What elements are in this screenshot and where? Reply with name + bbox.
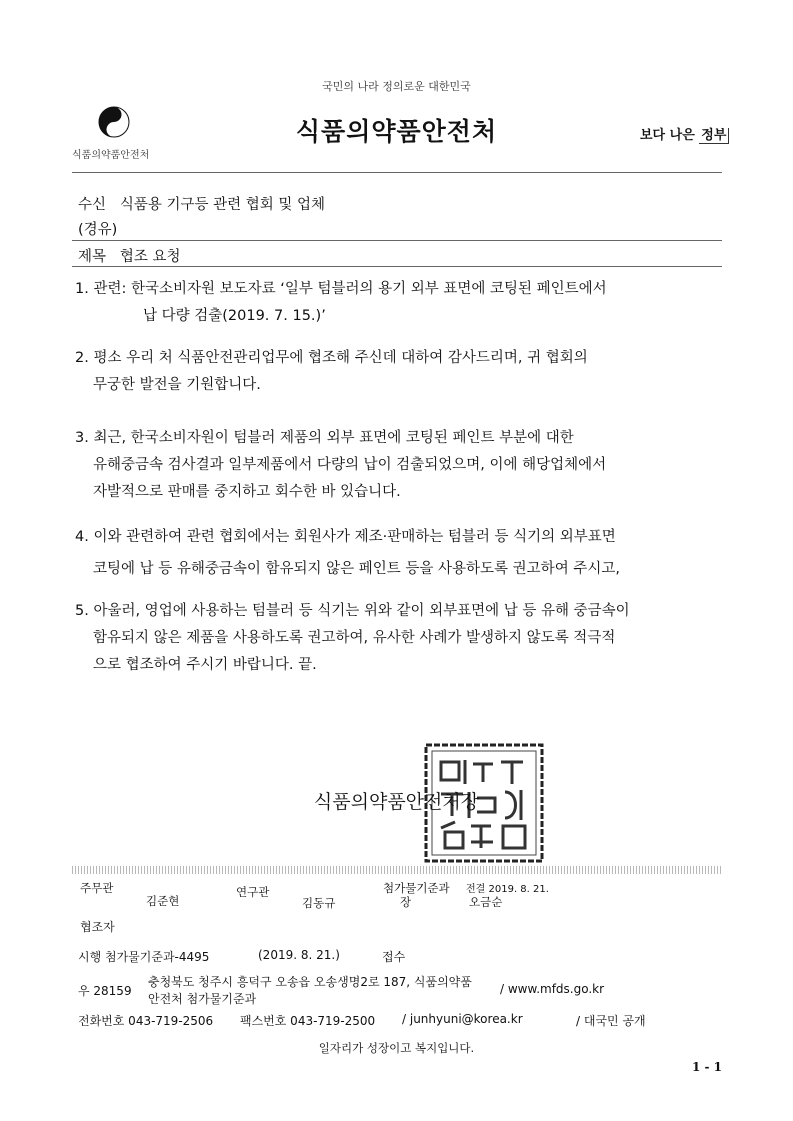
- paragraph-2-line-1: 2. 평소 우리 처 식품안전관리업무에 협조해 주신데 대하여 감사드리며, 귀 협회의: [75, 350, 588, 366]
- better-text: 보다 나은: [640, 128, 700, 143]
- approver-title-line-1: 첨가물기준과: [383, 881, 450, 895]
- recipient-label: 수신: [78, 197, 107, 213]
- header-divider: [72, 172, 722, 173]
- paragraph-4-line-2: 코팅에 납 등 유해중금속이 함유되지 않은 페인트 등을 사용하도록 권고하여 주시고,: [93, 561, 620, 577]
- motto: 일자리가 성장이고 복지입니다.: [318, 1041, 475, 1055]
- paragraph-3-line-3: 자발적으로 판매를 중지하고 회수한 바 있습니다.: [93, 484, 401, 500]
- page-number: 1 - 1: [692, 1060, 723, 1074]
- phone-number: 전화번호 043-719-2506: [78, 1014, 214, 1028]
- sender-title: 식품의약품안전처장: [313, 791, 480, 813]
- approver-name: 오금순: [469, 895, 503, 909]
- org-title: 식품의약품안전처: [295, 117, 498, 146]
- paragraph-4-line-1: 4. 이와 관련하여 관련 협회에서는 회원사가 제조·판매하는 텀블러 등 식기의 외부표면: [75, 529, 616, 545]
- paragraph-1: [75, 276, 725, 330]
- enforcement-number: 시행 첨가물기준과-4495: [78, 950, 210, 964]
- cooperator-label: 협조자: [80, 920, 115, 934]
- address-line-2: 안전처 첨가물기준과: [148, 992, 257, 1006]
- website-link[interactable]: / www.mfds.go.kr: [500, 982, 605, 996]
- subject-divider: [72, 266, 722, 267]
- approver-title-line-2: 장: [400, 895, 412, 909]
- researcher-label: 연구관: [236, 885, 270, 899]
- recipient-value: 식품용 기구등 관련 협회 및 업체: [119, 197, 325, 213]
- researcher-name: 김동규: [302, 896, 336, 910]
- drafter-label: 주무관: [80, 881, 114, 895]
- paragraph-1-line-2: 납 다량 검출(2019. 7. 15.)’: [143, 308, 326, 324]
- better-box-text: 정부: [699, 128, 729, 144]
- address-line-1: 충청북도 청주시 흥덕구 오송읍 오송생명2로 187, 식품의약품: [148, 975, 472, 989]
- paragraph-5-line-3: 으로 협조하여 주시기 바랍니다. 끝.: [93, 657, 317, 673]
- logo-text: 식품의약품안전처: [72, 150, 150, 161]
- paragraph-2: [75, 345, 725, 399]
- paragraph-3-line-1: 3. 최근, 한국소비자원이 텀블러 제품의 외부 표면에 코팅된 페인트 부분에 대한: [75, 430, 574, 446]
- government-slogan: 국민의 나라 정의로운 대한민국: [322, 80, 471, 93]
- paragraph-4: [75, 521, 725, 585]
- paragraph-3: [75, 425, 725, 506]
- approval-note: 전결 2019. 8. 21.: [466, 884, 549, 895]
- reception-label: 접수: [382, 950, 406, 964]
- paragraph-5: [75, 598, 725, 679]
- recipient-row: [78, 193, 325, 214]
- postal-code: 우 28159: [78, 984, 132, 998]
- footer-dotted-divider: [72, 866, 722, 874]
- recipient-divider: [72, 240, 722, 241]
- subject-value: 협조 요청: [119, 249, 181, 265]
- better-government-logo: [640, 124, 729, 143]
- via-row: (경유): [78, 222, 118, 238]
- enforcement-date: (2019. 8. 21.): [258, 948, 340, 962]
- paragraph-5-line-1: 5. 아울러, 영업에 사용하는 텀블러 등 식기는 위와 같이 외부표면에 납 등 유해 중금속이: [75, 603, 630, 619]
- paragraph-1-line-1: 1. 관련: 한국소비자원 보도자료 ‘일부 텀블러의 용기 외부 표면에 코팅된 페인트에서: [75, 281, 607, 297]
- paragraph-5-line-2: 함유되지 않은 제품을 사용하도록 권고하여, 유사한 사례가 발생하지 않도록 적극적: [93, 630, 616, 646]
- drafter-name: 김준현: [146, 894, 180, 908]
- paragraph-3-line-2: 유해중금속 검사결과 일부제품에서 다량의 납이 검출되었으며, 이에 해당업체에서: [93, 457, 607, 473]
- subject-row: [78, 245, 180, 266]
- disclosure-status: / 대국민 공개: [576, 1014, 646, 1028]
- email-link[interactable]: / junhyuni@korea.kr: [402, 1012, 523, 1026]
- subject-label: 제목: [78, 249, 107, 265]
- fax-number: 팩스번호 043-719-2500: [240, 1014, 376, 1028]
- paragraph-2-line-2: 무궁한 발전을 기원합니다.: [93, 377, 261, 393]
